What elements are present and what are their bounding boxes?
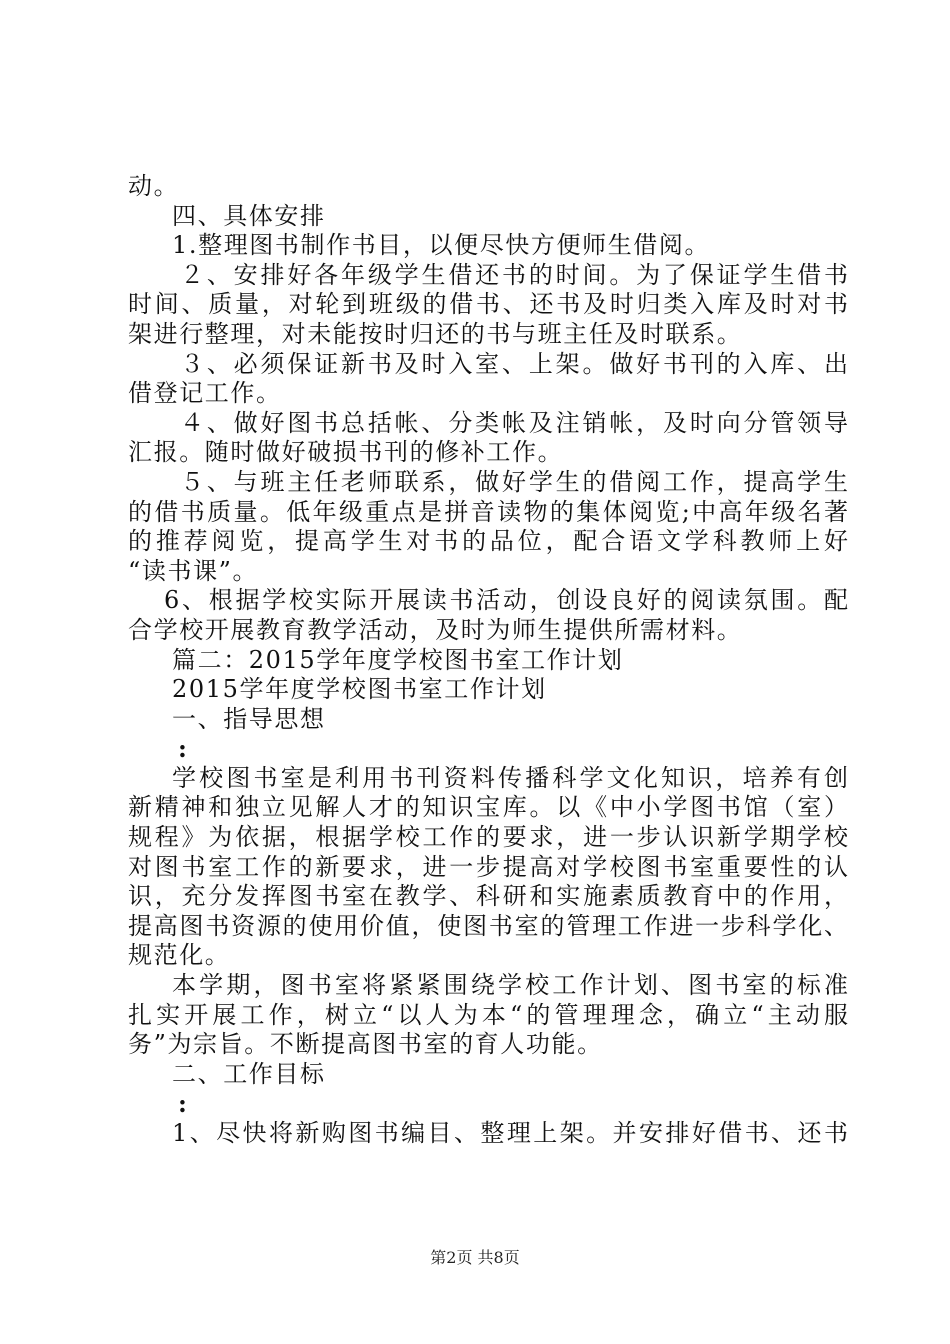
text-line: 规程》为依据，根据学校工作的要求，进一步认识新学期学校 (128, 823, 848, 852)
document-body (128, 172, 848, 1149)
text-line: 篇二：2015学年度学校图书室工作计划 (172, 645, 624, 674)
text-line: 汇报。随时做好破损书刊的修补工作。 (128, 438, 564, 467)
text-line: 的借书质量。低年级重点是拼音读物的集体阅览;中高年级名著 (128, 497, 848, 526)
text-line: 本学期，图书室将紧紧围绕学校工作计划、图书室的标准 (172, 971, 848, 1000)
text-line: 二、工作目标 (172, 1059, 326, 1088)
text-line: 时间、质量，对轮到班级的借书、还书及时归类入库及时对书 (128, 290, 848, 319)
text-line: 架进行整理，对未能按时归还的书与班主任及时联系。 (128, 319, 743, 348)
text-line: ２、安排好各年级学生借还书的时间。为了保证学生借书 (180, 260, 848, 289)
text-line: 对图书室工作的新要求，进一步提高对学校图书室重要性的认 (128, 852, 848, 881)
text-line: 四、具体安排 (172, 201, 326, 230)
text-line: ４、做好图书总括帐、分类帐及注销帐，及时向分管领导 (180, 408, 848, 437)
text-line: 提高图书资源的使用价值，使图书室的管理工作进一步科学化、 (128, 911, 848, 940)
text-line: 动。 (128, 172, 180, 200)
text-line: 规范化。 (128, 941, 231, 970)
text-line: “读书课”。 (128, 556, 259, 585)
text-line: 借登记工作。 (128, 379, 282, 408)
text-line: 6、根据学校实际开展读书活动，创设良好的阅读氛围。配 (164, 586, 848, 615)
text-line: 扎实开展工作，树立“以人为本“的管理理念，确立“主动服 (128, 1000, 848, 1029)
page-footer: 第2页 共8页 (430, 1248, 520, 1267)
text-line: 1.整理图书制作书目，以便尽快方便师生借阅。 (172, 231, 711, 260)
text-line: 2015学年度学校图书室工作计划 (172, 675, 547, 704)
text-line: 务”为宗旨。不断提高图书室的育人功能。 (128, 1030, 603, 1059)
text-line: 合学校开展教育教学活动，及时为师生提供所需材料。 (128, 615, 743, 644)
text-line: 的推荐阅览，提高学生对书的品位，配合语文学科教师上好 (128, 527, 848, 556)
text-line: 一、指导思想 (172, 704, 326, 733)
text-line: : (178, 1089, 189, 1119)
text-line: 识，充分发挥图书室在教学、科研和实施素质教育中的作用， (128, 882, 848, 911)
text-line: : (178, 734, 189, 764)
text-line: 1、尽快将新购图书编目、整理上架。并安排好借书、还书 (172, 1119, 848, 1147)
text-line: ５、与班主任老师联系，做好学生的借阅工作，提高学生 (180, 467, 848, 496)
text-line: 新精神和独立见解人才的知识宝库。以《中小学图书馆（室） (128, 793, 848, 822)
text-line: 学校图书室是利用书刊资料传播科学文化知识，培养有创 (172, 763, 848, 792)
text-line: ３、必须保证新书及时入室、上架。做好书刊的入库、出 (180, 349, 848, 378)
